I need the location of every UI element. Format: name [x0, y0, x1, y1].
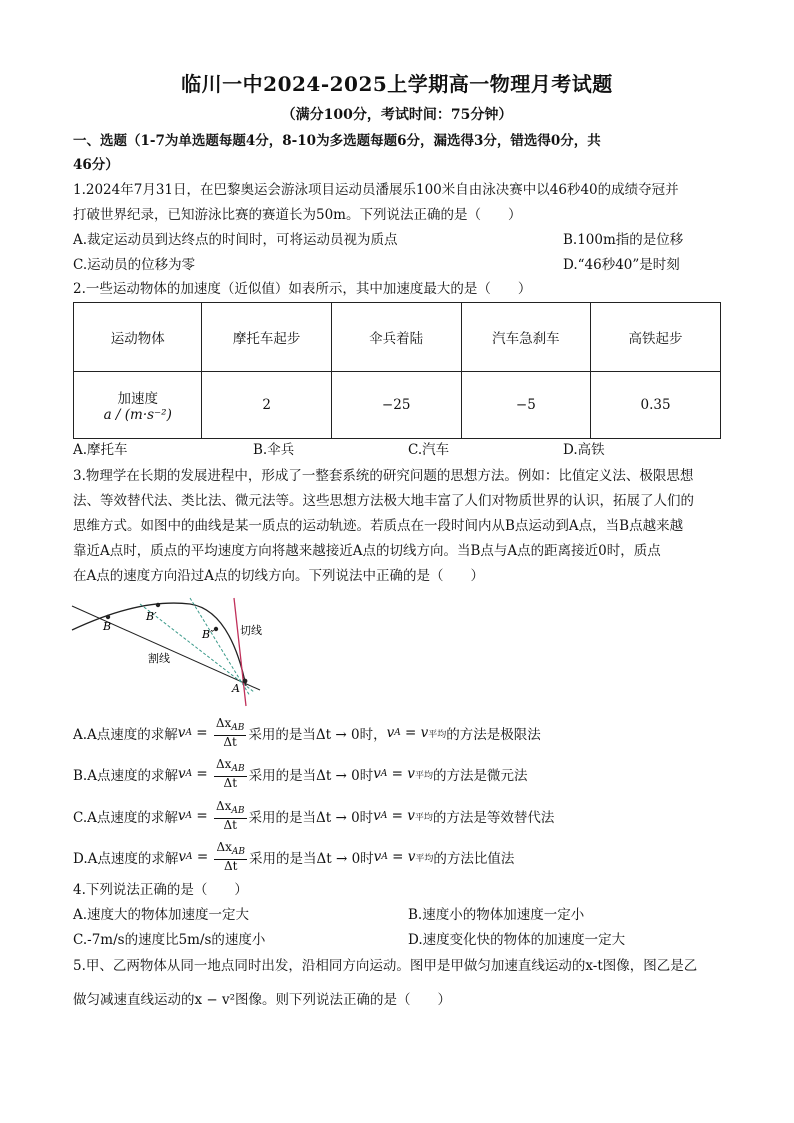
table-header-row — [74, 303, 721, 372]
secant-line-dashed-2 — [190, 598, 250, 696]
q2-option-b: B.伞兵 — [253, 442, 295, 458]
q4-option-b: B.速度小的物体加速度一定小 — [408, 907, 585, 923]
table-header-cell: 伞兵着陆 — [331, 303, 461, 372]
label-tangent: 切线 — [240, 624, 262, 637]
q1-stem-line2: 打破世界纪录，已知游泳比赛的赛道长为50m。下列说法正确的是（ ） — [73, 207, 522, 223]
label-b2: B″ — [202, 628, 215, 641]
q4-stem: 4.下列说法正确的是（ ） — [73, 882, 248, 898]
table-header-cell: 运动物体 — [74, 303, 202, 372]
row-unit: a / (m·s⁻²) — [103, 407, 172, 423]
label-b1: B′ — [146, 610, 157, 623]
table-cell: 0.35 — [591, 372, 721, 439]
q2-stem: 2.一些运动物体的加速度（近似值）如表所示，其中加速度最大的是（ ） — [73, 281, 532, 297]
q5-stem-line1: 5.甲、乙两物体从同一地点同时出发，沿相同方向运动。图甲是甲做匀加速直线运动的x-t图像，图乙是乙 — [73, 958, 698, 974]
section-heading-line2: 46分） — [73, 157, 119, 173]
q2-option-a: A.摩托车 — [73, 442, 128, 458]
q3-option-d: D.A点速度的求解 v A = $\frac{\Delta x_{AB}}{\Delta t}$ 采用的是当Δt → 0时 v A = v 平均 的方法比值法 — [73, 840, 515, 873]
q2-option-c: C.汽车 — [408, 442, 450, 458]
label-b: B — [103, 620, 112, 633]
fraction: $\frac{\Delta x_{AB}}{\Delta t}$ — [215, 716, 245, 749]
point-b — [106, 615, 110, 619]
acceleration-table — [73, 302, 721, 439]
q2-option-d: D.高铁 — [563, 442, 605, 458]
q3-stem-line3: 思维方式。如图中的曲线是某一质点的运动轨迹。若质点在一段时间内从B点运动到A点，当B点越来越 — [73, 518, 684, 534]
table-cell: −5 — [461, 372, 591, 439]
q4-option-d: D.速度变化快的物体的加速度一定大 — [408, 932, 626, 948]
table-row-label-cell — [74, 372, 202, 439]
q1-option-b: B.100m指的是位移 — [563, 232, 684, 248]
q3-stem-line5: 在A点的速度方向沿过A点的切线方向。下列说法中正确的是（ ） — [73, 568, 484, 584]
q3-stem-line4: 靠近A点时，质点的平均速度方向将越来越接近A点的切线方向。当B点与A点的距离接近0时，质点 — [73, 543, 661, 559]
page-title: 临川一中2024-2025上学期高一物理月考试题 — [181, 72, 613, 96]
q4-option-c: C.-7m/s的速度比5m/s的速度小 — [73, 932, 266, 948]
point-a — [243, 679, 248, 684]
fraction: $\frac{\Delta x_{AB}}{\Delta t}$ — [215, 799, 245, 832]
table-row — [74, 372, 721, 439]
table-header-cell: 汽车急刹车 — [461, 303, 591, 372]
fraction: $\frac{\Delta x_{AB}}{\Delta t}$ — [216, 757, 245, 790]
q5-stem-line2: 做匀减速直线运动的x − v²图像。则下列说法正确的是（ ） — [73, 992, 452, 1008]
q1-option-d: D.“46秒40”是时刻 — [563, 257, 680, 273]
trajectory-figure — [70, 596, 280, 708]
page-subtitle: （满分100分，考试时间：75分钟） — [281, 107, 513, 123]
table-header-cell: 摩托车起步 — [202, 303, 331, 372]
q3-option-a: A.A点速度的求解 v A = $\frac{\Delta x_{AB}}{\Delta t}$ 采用的是当Δt → 0时， v A = v 平均 的方法是极限法 — [73, 716, 541, 749]
label-a: A — [232, 682, 240, 695]
q1-option-a: A.裁定运动员到达终点的时间时，可将运动员视为质点 — [73, 232, 398, 248]
table-cell: −25 — [331, 372, 461, 439]
table-header-cell: 高铁起步 — [591, 303, 721, 372]
row-label: 加速度 — [117, 391, 158, 407]
q3-stem-line1: 3.物理学在长期的发展进程中，形成了一整套系统的研究问题的思想方法。例如：比值定义法、极限思想 — [73, 468, 694, 484]
secant-line-dashed-1 — [140, 604, 254, 692]
secant-line — [72, 606, 260, 690]
table-cell: 2 — [202, 372, 331, 439]
point-b1 — [156, 603, 160, 607]
q4-option-a: A.速度大的物体加速度一定大 — [73, 907, 250, 923]
q3-option-b: B.A点速度的求解 v A = $\frac{\Delta x_{AB}}{\Delta t}$ 采用的是当Δt → 0时 v A = v 平均 的方法是微元法 — [73, 757, 528, 790]
q3-stem-line2: 法、等效替代法、类比法、微元法等。这些思想方法极大地丰富了人们对物质世界的认识，拓展了人们的 — [73, 493, 694, 509]
q1-stem-line1: 1.2024年7月31日，在巴黎奥运会游泳项目运动员潘展乐100米自由泳决赛中以46秒40的成绩夺冠并 — [73, 182, 679, 198]
q1-option-c: C.运动员的位移为零 — [73, 257, 196, 273]
section-heading-line1: 一、选题（1-7为单选题每题4分，8-10为多选题每题6分，漏选得3分，错选得0分，共 — [73, 133, 601, 149]
point-b2 — [214, 627, 218, 631]
fraction: $\frac{\Delta x_{AB}}{\Delta t}$ — [216, 840, 245, 873]
q3-option-c: C.A点速度的求解 v A = $\frac{\Delta x_{AB}}{\Delta t}$ 采用的是当Δt → 0时 v A = v 平均 的方法是等效替代法 — [73, 799, 555, 832]
label-secant: 割线 — [148, 652, 170, 665]
